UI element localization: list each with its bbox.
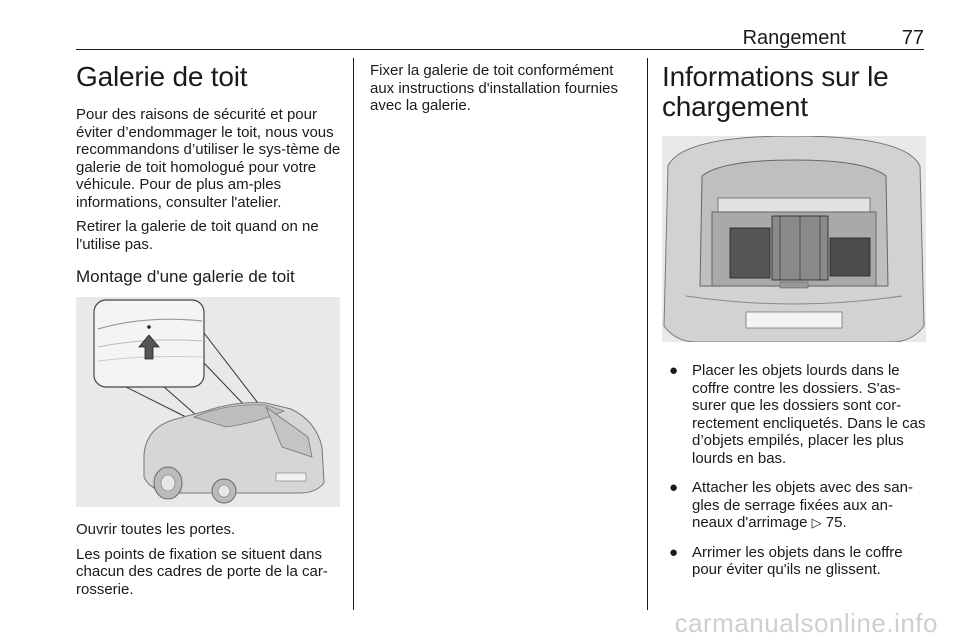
- list-item: [662, 362, 928, 467]
- open-doors-instruction: Ouvrir toutes les portes.: [76, 521, 236, 538]
- column-1: [76, 62, 342, 605]
- rack-installation-text: Fixer la galerie de toit conformément aux instructions d'installation fournies avec la galerie.: [370, 62, 618, 114]
- column-divider-2: [647, 58, 648, 610]
- column-divider-1: [353, 58, 354, 610]
- watermark: carmanualsonline.info: [674, 608, 938, 638]
- cargo-area-illustration: [662, 136, 926, 342]
- page-header: [76, 25, 924, 50]
- list-item: [662, 544, 928, 579]
- bullet-icon: ●: [669, 362, 679, 379]
- loading-tips-list: [662, 362, 928, 579]
- roof-rack-heading: Galerie de toit: [76, 61, 248, 92]
- section-title: Rangement: [742, 27, 846, 49]
- list-item-text: Attacher les objets avec des san-gles de serrage fixées aux an-neaux d'arrimage: [692, 479, 913, 531]
- fixing-points-text: Les points de fixation se situent dans chacun des cadres de porte de la car-rosserie.: [76, 545, 328, 598]
- bullet-icon: ●: [669, 479, 679, 496]
- roof-rack-illustration: [76, 297, 340, 507]
- list-item-text: Placer les objets lourds dans le coffre contre les dossiers. S'as-surer que les dossiers sont cor-rectement encliquetés. Dans le cas d’objets empilés, placer les plus lourds en bas.: [692, 362, 926, 467]
- header-rule: [76, 49, 924, 50]
- loading-info-heading: Informations sur le chargement: [662, 61, 889, 122]
- page-number: 77: [901, 27, 924, 49]
- roof-rack-mounting-heading: Montage d'une galerie de toit: [76, 267, 295, 286]
- roof-rack-removal: Retirer la galerie de toit quand on ne l'utilise pas.: [76, 218, 319, 253]
- list-item: [662, 479, 928, 532]
- roof-rack-intro: Pour des raisons de sécurité et pour éviter d’endommager le toit, nous vous recommandons d’utiliser le sys-tème de galerie de toit homologué pour votre véhicule. Pour de plus am-ples informations, consulter l'atelier.: [76, 106, 341, 211]
- column-3: [662, 62, 928, 591]
- list-item-text: Arrimer les objets dans le coffre pour éviter qu'ils ne glissent.: [692, 543, 903, 578]
- column-2: [370, 62, 636, 122]
- page-reference[interactable]: 75.: [825, 514, 847, 531]
- page-reference-icon: ▷: [811, 515, 822, 530]
- bullet-icon: ●: [669, 543, 679, 561]
